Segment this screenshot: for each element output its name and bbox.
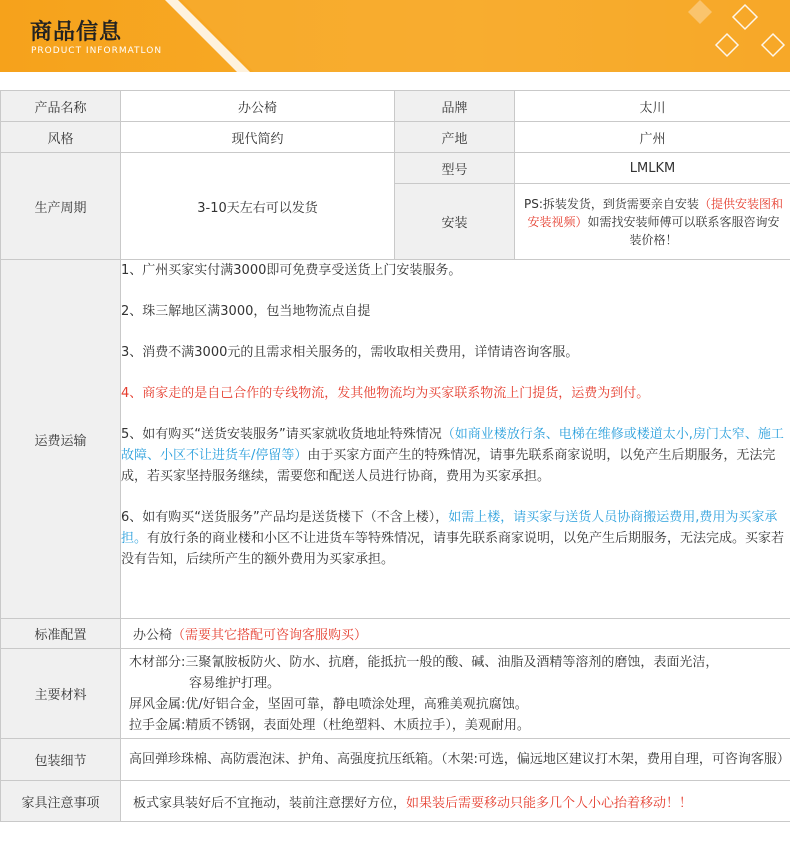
packing-label: 包装细节 xyxy=(1,739,121,781)
shipping-item-4: 4、商家走的是自己合作的专线物流，发其他物流均为买家联系物流上门提货，运费为到付。 xyxy=(121,386,650,401)
notice-content xyxy=(121,781,790,822)
materials-wood: 木材部分:三聚氰胺板防火、防水、抗磨，能抵抗一般的酸、碱、油脂及酒精等溶剂的磨蚀，表面光洁， xyxy=(129,654,719,670)
origin-label: 产地 xyxy=(395,122,515,153)
name-value: 办公椅 xyxy=(121,91,395,122)
shipping-item-1: 1、广州买家实付满3000即可免费享受送货上门安装服务。 xyxy=(121,263,462,278)
config-content xyxy=(121,619,790,649)
model-label: 型号 xyxy=(395,153,515,184)
install-text-highlight: （提供安装图和安装视频） xyxy=(527,196,783,229)
shipping-item-5-highlight: （如商业楼放行条、电梯在维修或楼道太小,房门太窄、施工故障、小区不让进货车/停留等） xyxy=(121,427,784,463)
materials-wood-cont: 容易维护打理。 xyxy=(189,675,281,691)
style-label: 风格 xyxy=(1,122,121,153)
row-config xyxy=(1,619,790,649)
materials-content xyxy=(121,649,790,739)
shipping-item-3: 3、消费不满3000元的且需求相关服务的，需收取相关费用，详情请咨询客服。 xyxy=(121,345,579,360)
model-value: LMLKM xyxy=(515,153,790,184)
shipping-content xyxy=(121,260,790,619)
row-name-brand xyxy=(1,91,790,122)
header-banner xyxy=(0,0,790,72)
cycle-label: 生产周期 xyxy=(1,153,121,260)
shipping-item-6-main: 6、如有购买“送货服务”产品均是送货楼下（不含上楼）， xyxy=(121,510,449,525)
row-notice xyxy=(1,781,790,822)
row-style-origin xyxy=(1,122,790,153)
row-materials xyxy=(1,649,790,739)
brand-value: 太川 xyxy=(515,91,790,122)
page-title: 商品信息 xyxy=(30,20,123,45)
notice-value: 板式家具装好后不宜拖动，装前注意摆好方位， xyxy=(133,795,407,811)
materials-handle: 拉手金属:精质不锈钢，表面处理（杜绝塑料、木质拉手），美观耐用。 xyxy=(129,717,530,733)
materials-screen: 屏风金属:优/好铝合金，坚固可靠，静电喷涂处理，高雅美观抗腐蚀。 xyxy=(129,696,528,712)
page-subtitle: PRODUCT INFORMATLON xyxy=(31,46,163,56)
config-note: （需要其它搭配可咨询客服购买） xyxy=(172,628,368,643)
name-label: 产品名称 xyxy=(1,91,121,122)
origin-value: 广州 xyxy=(515,122,790,153)
row-model xyxy=(1,153,790,184)
install-text-main: PS:拆装发货，到货需要亲自安装 xyxy=(524,196,699,211)
install-label: 安装 xyxy=(395,184,515,260)
shipping-item-5-main: 5、如有购买“送货安装服务”请买家就收货地址特殊情况 xyxy=(121,427,442,442)
config-label: 标准配置 xyxy=(1,619,121,649)
product-info-table xyxy=(0,90,790,822)
materials-label: 主要材料 xyxy=(1,649,121,739)
shipping-item-6 xyxy=(121,507,790,570)
row-packing xyxy=(1,739,790,781)
install-text-service: 如需找安装师傅可以联系客服咨询安装价格！ xyxy=(587,214,780,247)
install-value xyxy=(515,184,790,260)
notice-warning: 如果装后需要移动只能多几个人小心抬着移动！！ xyxy=(406,795,693,811)
config-value: 办公椅 xyxy=(133,628,173,643)
shipping-item-5-tail: 由于买家方面产生的特殊情况，请事先联系商家说明，以免产生后期服务，无法完成，若买家坚持服务继续，需要您和配送人员进行协商，费用为买家承担。 xyxy=(121,448,776,484)
brand-label: 品牌 xyxy=(395,91,515,122)
cycle-value: 3-10天左右可以发货 xyxy=(121,153,395,260)
shipping-item-2: 2、珠三解地区满3000，包当地物流点自提 xyxy=(121,304,371,319)
shipping-item-6-highlight: 如需上楼，请买家与送货人员协商搬运费用,费用为买家承担。 xyxy=(121,510,778,546)
shipping-label: 运费运输 xyxy=(1,260,121,619)
shipping-item-5 xyxy=(121,424,790,487)
notice-label: 家具注意事项 xyxy=(1,781,121,822)
style-value: 现代简约 xyxy=(121,122,395,153)
install-text xyxy=(523,195,784,249)
row-shipping xyxy=(1,260,790,619)
packing-value: 高回弹珍珠棉、高防震泡沫、护角、高强度抗压纸箱。（木架:可选，偏远地区建议打木架，费用自理，可咨询客服） xyxy=(121,739,790,781)
shipping-item-6-tail: 有放行条的商业楼和小区不让进货车等特殊情况，请事先联系商家说明，以免产生后期服务，无法完成。买家若没有告知，后续所产生的额外费用为买家承担。 xyxy=(121,531,785,567)
